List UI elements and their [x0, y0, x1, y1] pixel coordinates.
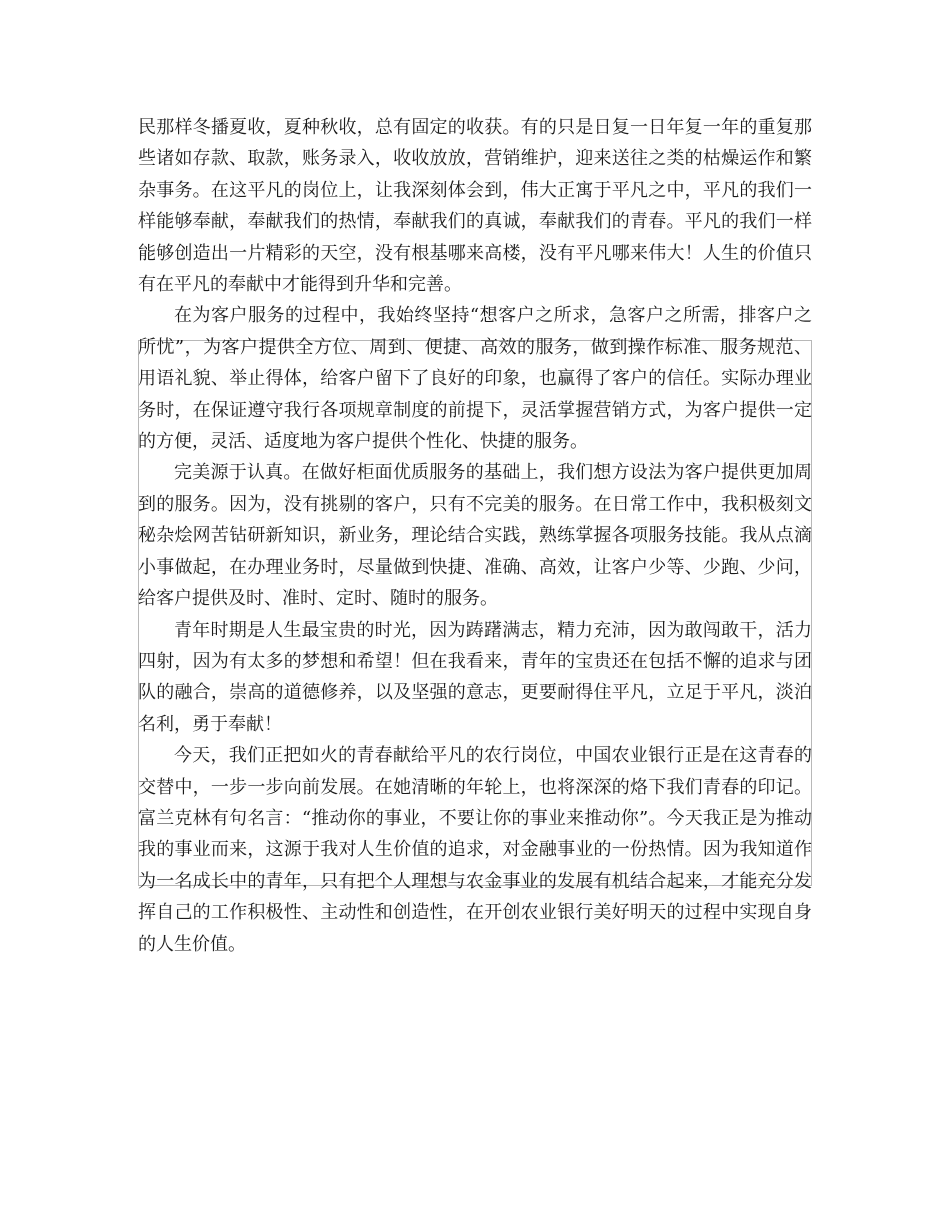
paragraph-5: 今天，我们正把如火的青春献给平凡的农行岗位，中国农业银行正是在这青春的交替中，一步一步向前发展。在她清晰的年轮上，也将深深的烙下我们青春的印记。富兰克林有句名言：“推动你的事业，不要让你的事业来推动你”。今天我正是为推动我的事业而来，这源于我对人生价值的追求，对金融事业的一份热情。因为我知道作为一名成长中的青年，只有把个人理想与农金事业的发展有机结合起来，才能充分发挥自己的工作积极性、主动性和创造性，在开创农业银行美好明天的过程中实现自身的人生价值。: [138, 745, 812, 955]
document-body: [138, 112, 812, 960]
paragraph-4: 青年时期是人生最宝贵的时光，因为踌躇满志，精力充沛，因为敢闯敢干，活力四射，因为有太多的梦想和希望！但在我看来，青年的宝贵还在包括不懈的追求与团队的融合，崇高的道德修养，以及坚强的意志，更要耐得住平凡，立足于平凡，淡泊名利，勇于奉献！: [138, 619, 812, 735]
paragraph-1: 民那样冬播夏收，夏种秋收，总有固定的收获。有的只是日复一日年复一年的重复那些诸如存款、取款，账务录入，收收放放，营销维护，迎来送往之类的枯燥运作和繁杂事务。在这平凡的岗位上，让我深刻体会到，伟大正寓于平凡之中，平凡的我们一样能够奉献，奉献我们的热情，奉献我们的真诚，奉献我们的青春。平凡的我们一样能够创造出一片精彩的天空，没有根基哪来高楼，没有平凡哪来伟大！人生的价值只有在平凡的奉献中才能得到升华和完善。: [138, 117, 812, 296]
paragraph-2: 在为客户服务的过程中，我始终坚持“想客户之所求，急客户之所需，排客户之所忧”，为客户提供全方位、周到、便捷、高效的服务，做到操作标准、服务规范、用语礼貌、举止得体，给客户留下了良好的印象，也赢得了客户的信任。实际办理业务时，在保证遵守我行各项规章制度的前提下，灵活掌握营销方式，为客户提供一定的方便，灵活、适度地为客户提供个性化、快捷的服务。: [138, 305, 812, 453]
paragraph-3: 完美源于认真。在做好柜面优质服务的基础上，我们想方设法为客户提供更加周到的服务。因为，没有挑剔的客户，只有不完美的服务。在日常工作中，我积极刻文秘杂烩网苦钻研新知识，新业务，理论结合实践，熟练掌握各项服务技能。我从点滴小事做起，在办理业务时，尽量做到快捷、准确、高效，让客户少等、少跑、少问，给客户提供及时、准时、定时、随时的服务。: [138, 462, 812, 610]
